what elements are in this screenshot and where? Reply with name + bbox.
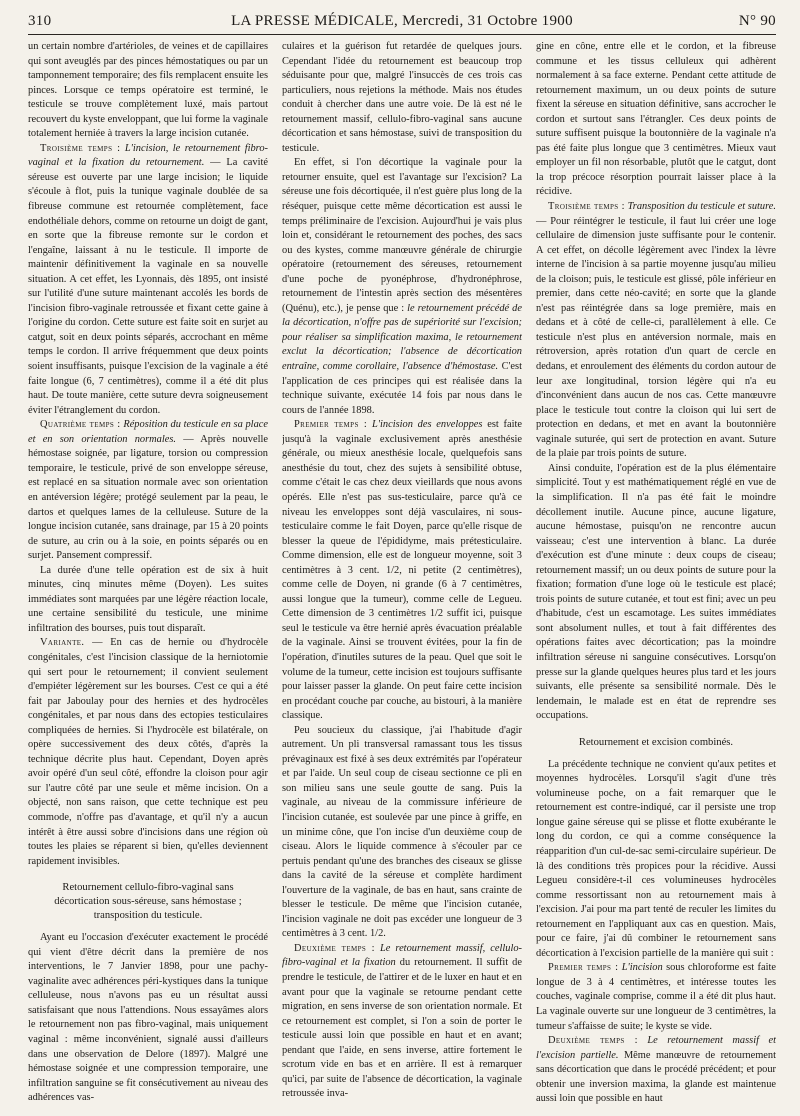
paragraph bbox=[536, 1034, 776, 1107]
step-title: L'incision bbox=[621, 962, 663, 974]
running-header bbox=[28, 10, 776, 35]
paragraph: Ainsi conduite, l'opération est de la plus élémentaire simplicité. Tout y est mathématiquement réglé en vue de la simplification. Il n'a pas été fait le moindre décollement inutile. Aucune pince, aucune ligature, aucune hémostase, puisqu'on ne rencontre aucun vaisseau; c'est une intervention à blanc. La durée d'exécution est d'une minute : deux coups de ciseau; retournement massif; un ou deux points de suture pour la fixation; formation d'une loge où le testicule est placé; trois points de suture cutanée, et tout est fini; avec un peu d'habitude, c'est un escamotage. Les suites immédiates sont absolument nulles, et tout à fait différentes des opérations faites avec décortication; pas la moindre infiltration séreuse ni sanguine consécutives. Lorsqu'on presse sur la glande quelques heures plus tard et les jours suivants, elle présente sa sensibilité normale. Dès le lendemain, le malade est en état de reprendre ses occupations. bbox=[536, 462, 776, 722]
step-title: Réposition du testicule en sa place et en son orientation normales. bbox=[28, 419, 268, 445]
column-3 bbox=[536, 40, 776, 1112]
step-body: du retournement. Il suffit de prendre le testicule, de l'attirer et de le luxer en haut et en avant pour que la vaginale se retourne pendant cette migration, en sens inverse de son orientation normale. Et ce retournement est complet, si l'on a soin de porter le testicule aussi loin que possible en haut et en avant; pendant que l'aide, en sens inverse, attire fortement le scrotum vide en bas et en arrière. Il est à remarquer qu'ici, par suite de l'absence de décortication, la vaginale retroussée inva- bbox=[282, 957, 522, 1100]
step-body: sous chloroforme est faite longue de 3 à 4 centimètres, et intéresse toutes les couches, vaginale comprise, comme il a été dit plus haut. La vaginale ouverte sur une longueur de 3 centimètres, la tumeur s'affaisse de suite; le kyste se vide. bbox=[536, 962, 776, 1032]
step-title: L'incision des enveloppes bbox=[372, 419, 483, 431]
step-label: Quatrième temps : bbox=[40, 419, 121, 431]
step-label: Troisième temps : bbox=[40, 142, 121, 154]
step-body: — Pour réintégrer le testicule, il faut lui créer une loge cellulaire de dimension juste suffisante pour le contenir. A cet effet, on décolle légèrement avec l'index la lèvre interne de l'incision à sa partie moyenne jusqu'au milieu de la cloison; puis, le testicule est glissé, pôle inférieur en premier, dans cette néo-cavité; en sorte que la glande n'est pas réintégrée dans sa loge première, mais en dedans et à côté de celle-ci, parallèlement à elle. Ce testicule n'est plus en antéversion normale, mais en rétroversion, après rotation d'un quart de cercle en dedans, et enroulement des éléments du cordon autour de leur axe longitudinal, torsion légère qui n'a eu d'inconvénient dans aucun de nos cas. Cette manœuvre place le testicule tout contre la cloison qui lui sert de protection en dedans, et met en avant la boutonnière vaginale suturée, qui sert de protection en avant. Suture de la plaie par trois points de suture. bbox=[536, 215, 776, 460]
paragraph bbox=[28, 418, 268, 563]
step-label: Deuxième temps : bbox=[548, 1035, 638, 1047]
section-heading: Retournement cellulo-fibro-vaginal sans décortication sous-séreuse, sans hémostase ; transposition du testicule. bbox=[54, 882, 242, 922]
step-title: Le retournement massif et l'excision partielle. bbox=[536, 1035, 776, 1061]
text-run: C'est l'application de ces principes qui est réalisée dans la technique suivante, exécutée 14 fois par nous dans le cours de l'année 1898. bbox=[282, 361, 522, 416]
paragraph: Peu soucieux du classique, j'ai l'habitude d'agir autrement. Un pli transversal ramassant tous les tissus prévaginaux est fixé à ses deux extrémités par l'opérateur et par l'aide. Un seul coup de ciseau sectionne ce pli en son milieu sans une seule goutte de sang. Puis la vaginale, au niveau de la commissure inférieure de l'incision cutanée, est soulevée par une pince à griffe, en un minime cône, que l'on incise d'un deuxième coup de ciseau. Alors le liquide commence à s'écouler par ce pertuis pendant qu'une des branches des ciseaux se glisse dans la cavité de la séreuse et complète hardiment l'ouverture de la vaginale, de bas en haut, sans crainte de blesser le testicule. De même que l'incision cutanée, l'incision vaginale ne doit pas excéder une longueur de 3 centimètres à 3 cent. 1/2. bbox=[282, 724, 522, 940]
variant-body: — En cas de hernie ou d'hydrocèle congénitales, c'est l'incision classique de la herniotomie qui sert pour le retournement; il convient seulement d'empiéter légèrement sur les bourses. C'est ce qui a été fait par Jaboulay pour des hernies et des hydrocèles congénitales, et par nous dans des ectopies testiculaires compliquées de hernies. Si l'hydrocèle est bilatérale, on opère successivement des deux côtés, d'après la technique décrite plus haut. Cependant, Doyen après avoir opéré d'un seul côté, effondre la cloison pour agir sur l'autre côté par une seule et même incision. On a objecté, non sans raison, que cette technique est peu commode, n'offre pas d'avantage, et qu'il n'y a aucun intérêt à être aussi sobre d'incisions dans une région où toutes les plaies se réparent si bien, qu'elles deviennent rapidement invisibles. bbox=[28, 637, 268, 867]
text-run: En effet, si l'on décortique la vaginale pour la retourner ensuite, quel est l'avantage sur l'excision? La séreuse une fois décortiquée, il n'est guère plus long de la réséquer, puisque cette même décortication est aussi le temps préliminaire de l'excision. Aujourd'hui je vais plus loin et, considérant le retournement des poches, des sacs ou des kystes, comme manœuvre générale de chirurgie opératoire (retournement des séreuses, retournement d'une poche de pyonéphrose, d'hydronéphrose, retournement de l'intestin après section des mésentères (Quénu), etc.), je pense que : bbox=[282, 157, 522, 314]
paragraph bbox=[536, 200, 776, 462]
step-body: — La cavité séreuse est ouverte par une large incision; le liquide s'écoule à flot, puis la tunique vaginale doublée de sa fibreuse commune est retournée complètement, face endothéliale dehors, comme on retourne un doigt de gant, en sorte que la fibreuse remonte sur le cordon et l'engaîne, laissant à nu le testicule. Il importe de maintenir définitivement la vaginale en sa nouvelle situation. A cet effet, les Lyonnais, dès 1895, ont insisté sur l'utilité d'une suture maintenant accolés les bords de l'incision fibro-vaginale retroussée et fixant cette gaine à l'origine du cordon. Cette suture est faite soit en surjet au catgut, soit en deux points séparés, accrochant en même temps le cordon. Il arrive fréquemment que deux points soient insuffisants, puisque l'excision de la vaginale a été faite longue (6, 7 centimètres), comme il a été dit plus haut. De toute manière, cette suture devra soigneusement éviter l'étranglement du cordon. bbox=[28, 157, 268, 416]
paragraph: culaires et la guérison fut retardée de quelques jours. Cependant l'idée du retournement est beaucoup trop séduisante pour que, malgré l'insuccès de ces trois cas particuliers, nous rejetions la méthode. Mais nos études conduit à chercher dans une autre voie. De là est né le retournement massif, cellulo-fibro-vaginal sans aucune décortication et sans hémostase, suivi de transposition du testicule. bbox=[282, 41, 522, 154]
step-label: Premier temps : bbox=[548, 962, 619, 974]
paragraph bbox=[282, 942, 522, 1102]
paragraph: La précédente technique ne convient qu'aux petites et moyennes hydrocèles. Lorsqu'il s'agit d'une très volumineuse poche, on a fait remarquer que le retournement est contre-indiqué, car il persiste une trop longue gaine séreuse qui se plisse et flotte exubérante le long du cordon, ce qui a comme conséquence la réapparition d'un cul-de-sac semi-circulaire supérieur. De là des conditions très propices pour la récidive. Aussi Legueu considère-t-il ces volumineuses hydrocèles comme ressortissant non au retournement mais à l'excision. J'ai pour ma part tenté de reculer les limites du retournement en l'appliquant aux cas en question. Mais, pour ce faire, j'ai dû combiner le retournement sans décortication à l'excision partielle de la manière qui suit : bbox=[536, 758, 776, 959]
step-title: Le retournement massif, cellulo-fibro-vaginal et la fixation bbox=[282, 942, 522, 969]
article-columns bbox=[28, 40, 776, 1112]
column-1 bbox=[28, 40, 268, 1112]
paragraph: un certain nombre d'artérioles, de veines et de capillaires qui sont aveuglés par des pinces hémostatiques ou par un tamponnement temporaire; des fils remplacent ensuite les pinces. Lorsque ce temps opératoire est terminé, le testicule se trouve complètement luxé, mais partout recouvert du kyste enveloppant, que lui forme la vaginale totalement herniée à travers la large incision cutanée. bbox=[28, 41, 268, 140]
step-body: — Après nouvelle hémostase soignée, par ligature, torsion ou compression temporaire, le testicule, privé de son enveloppe séreuse, est replacé en sa situation normale avec son orientation en antéversion légère; protégé seulement par la peau, le dartos et quelques lames de la celluleuse. Suture de la longue incision cutanée, sans drainage, par 15 à 20 points de suture, au crin ou à la soie, en points séparés ou en surjet. Pansement compressif. bbox=[28, 433, 268, 562]
variant-label: Variante. bbox=[40, 637, 85, 649]
step-title: L'incision, le retournement fibro-vaginal et la fixation du retournement. bbox=[28, 142, 268, 169]
page-number: 310 bbox=[28, 13, 52, 29]
step-body: Même manœuvre de retournement sans décortication que dans le procédé précédent; et pour obtenir une inversion maxima, la glande est maintenue aussi loin que possible en haut bbox=[536, 1049, 776, 1105]
step-label: Troisième temps : bbox=[548, 201, 625, 213]
paragraph bbox=[282, 418, 522, 723]
principle-quote: le retournement précédé de la décortication, n'offre pas de supériorité sur l'excision; pour réaliser sa simplification maxima, le retournement exclut la décortication; l'absence de décortication entraîne, comme corollaire, l'absence d'hémostase. bbox=[282, 302, 522, 373]
issue-number: N° 90 bbox=[738, 13, 776, 29]
journal-title: LA PRESSE MÉDICALE, Mercredi, 31 Octobre 1900 bbox=[231, 13, 573, 29]
step-label: Deuxième temps : bbox=[294, 942, 375, 954]
section-heading: Retournement et excision combinés. bbox=[578, 736, 734, 748]
column-2 bbox=[282, 40, 522, 1112]
paragraph: La durée d'une telle opération est de six à huit minutes, cinq minutes même (Doyen). Les suites immédiates sont marquées par une légère réaction locale, une certaine sensibilité du testicule, une minime infiltration des bourses, puis tout disparaît. bbox=[28, 564, 268, 634]
paragraph: gine en cône, entre elle et le cordon, et la fibreuse commune et les tissus celluleux qui adhèrent normalement à sa face externe. Pendant cette attitude de retournement maximum, un ou deux points de suture fixent la séreuse en situation définitive, sans accrocher le cordon et surtout sans l'étrangler. Ces deux points de suture suffisent puisque la boutonnière de la vaginale n'a pas été faite plus longue que 3 centimètres. Mieux vaut employer un fil non résorbable, plutôt que le catgut, dont la trop précoce résorption pourrait laisser place à la récidive. bbox=[536, 41, 776, 198]
step-body: est faite jusqu'à la vaginale exclusivement après anesthésie générale, ou mieux anesthésie locale, quelquefois sans anesthésie du tout, chez des sujets à sensibilité obtuse, comme c'était le cas chez deux vieillards que nous avons opérés. Elle n'est pas sus-testiculaire, parce qu'à ce niveau les enveloppes sont déjà vasculaires, ni sous-testiculaire comme le fait Doyen, parce qu'elle risque de blesser la queue de l'épididyme, mais prétesticulaire. Comme dimension, elle est de longueur moyenne, soit 3 centimètres à 3 cent. 1/2, ni petite (2 centimètres), comme celle de Doyen, ni grande (6 à 7 centimètres, aussi longue que la tumeur), comme celle de Legueu. Cette dimension de 3 centimètres 1/2 suffit ici, puisque seul le testicule va être hernié après évacuation préalable de la vaginale. Ainsi se trouvent évitées, pour la fin de l'opération, d'inutiles sutures de la peau. Quel que soit le volume de la tumeur, cette incision est toujours suffisante pour laisser passer la glande. On peut faire cette incision en procédant couche par couche, au bistouri, à la manière classique. bbox=[282, 419, 522, 722]
step-title: Transposition du testicule et suture. bbox=[627, 201, 776, 213]
paragraph bbox=[28, 636, 268, 869]
paragraph: Ayant eu l'occasion d'exécuter exactement le procédé qui vient d'être décrit dans la première de nos interventions, le 7 Janvier 1898, pour une pachy-vaginalite avec adhérences péri-kystiques dans la tunique celluleuse, nous n'avons pas eu un résultat aussi satisfaisant que nous l'attendions. Nous essayâmes alors le retournement non pas fibro-vaginal, mais uniquement vaginal : même inconvénient, signalé aussi d'ailleurs dans une observation de Delore (1897). Malgré une hémostase soignée et une compression temporaire, une infiltration sanguine se fit consécutivement au niveau des adhérences vas- bbox=[28, 932, 268, 1104]
paragraph bbox=[28, 142, 268, 418]
step-label: Premier temps : bbox=[294, 419, 368, 431]
paragraph bbox=[282, 156, 522, 418]
paragraph bbox=[536, 961, 776, 1034]
